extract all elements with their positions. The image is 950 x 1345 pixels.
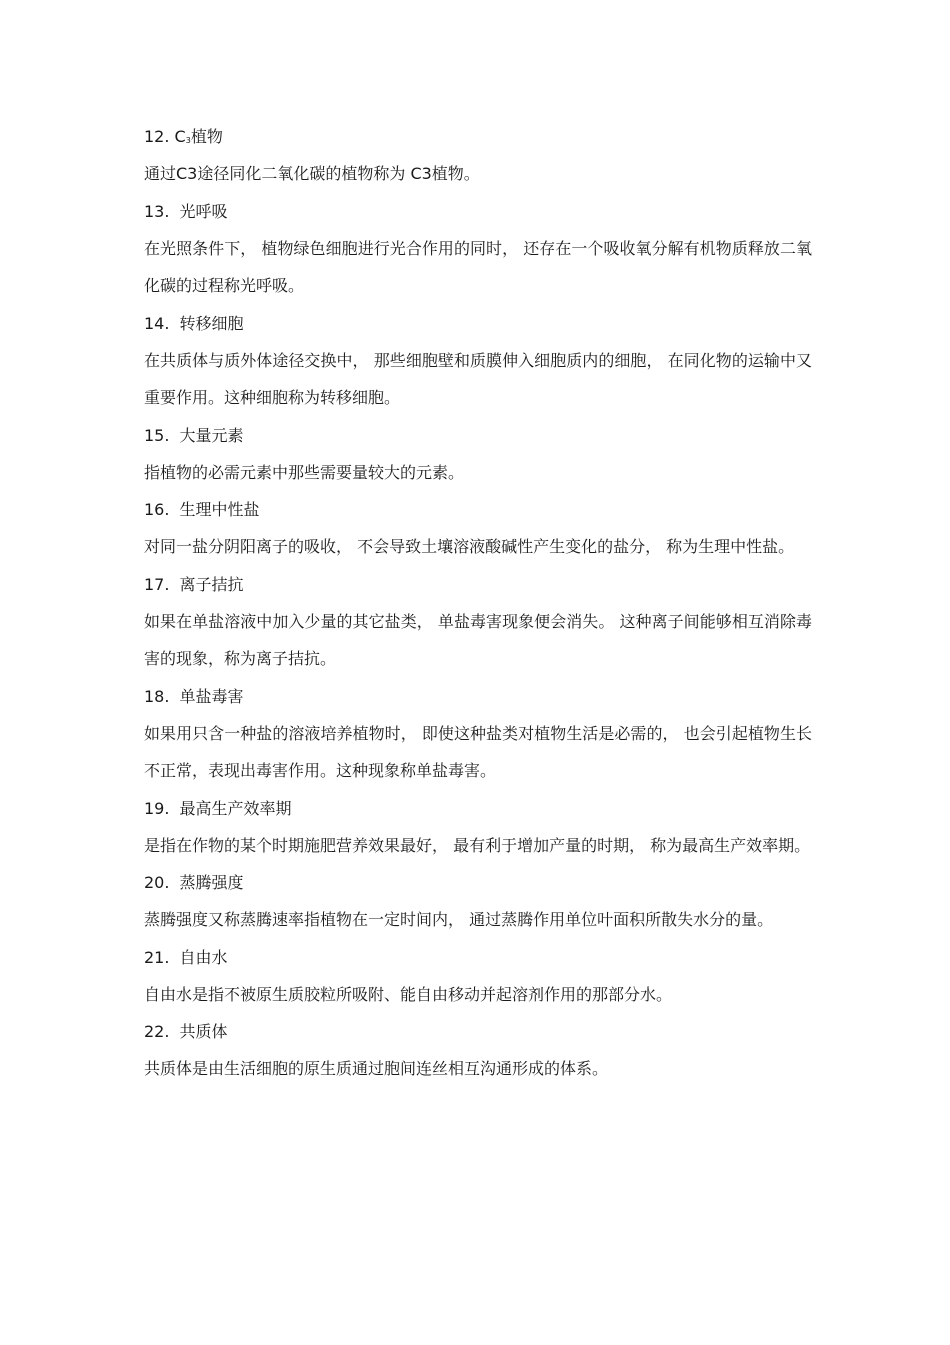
term-label: 生理中性盐 <box>179 500 260 519</box>
entry-21 <box>144 939 812 1014</box>
term-heading <box>144 193 812 230</box>
term-definition: 共质体是由生活细胞的原生质通过胞间连丝相互沟通形成的体系。 <box>144 1059 609 1078</box>
term-definition: 如果在单盐溶液中加入少量的其它盐类， 单盐毒害现象便会消失。 这种离子间能够相互消除毒害的现象，称为离子拮抗。 <box>144 611 812 668</box>
term-number: 20. <box>144 873 170 892</box>
term-label: 光呼吸 <box>179 201 228 221</box>
term-definition: 在共质体与质外体途径交换中， 那些细胞壁和质膜伸入细胞质内的细胞， 在同化物的运输中又重要作用。这种细胞称为转移细胞。 <box>144 350 812 407</box>
entry-17 <box>144 566 812 678</box>
term-definition: 在光照条件下， 植物绿色细胞进行光合作用的同时， 还存在一个吸收氧分解有机物质释放二氧化碳的过程称光呼吸。 <box>144 238 812 295</box>
entry-13 <box>144 193 812 305</box>
term-definition: 自由水是指不被原生质胶粒所吸附、能自由移动并起溶剂作用的那部分水。 <box>144 984 673 1004</box>
term-label: 自由水 <box>179 947 228 967</box>
term-definition: 通过C3途径同化二氧化碳的植物称为 C3植物。 <box>144 164 480 183</box>
entry-20 <box>144 864 812 939</box>
term-number: 16. <box>144 500 170 519</box>
term-label: 转移细胞 <box>179 313 244 333</box>
term-heading <box>144 864 812 901</box>
term-label: 单盐毒害 <box>179 686 244 706</box>
entry-12 <box>144 118 812 193</box>
term-number: 13. <box>144 201 170 221</box>
entry-18 <box>144 678 812 790</box>
term-label: 离子拮抗 <box>179 574 244 594</box>
term-number: 14. <box>144 313 170 333</box>
term-number: 12. <box>144 127 170 146</box>
term-number: 19. <box>144 798 170 818</box>
term-label: 蒸腾强度 <box>179 873 244 892</box>
term-heading <box>144 491 812 528</box>
term-number: 15. <box>144 425 170 445</box>
term-definition: 指植物的必需元素中那些需要量较大的元素。 <box>144 462 465 482</box>
term-heading <box>144 678 812 715</box>
term-definition: 对同一盐分阴阳离子的吸收， 不会导致土壤溶液酸碱性产生变化的盐分， 称为生理中性盐。 <box>144 537 795 556</box>
term-heading <box>144 790 812 827</box>
entry-14 <box>144 305 812 417</box>
term-definition: 如果用只含一种盐的溶液培养植物时， 即使这种盐类对植物生活是必需的， 也会引起植物生长不正常，表现出毒害作用。这种现象称单盐毒害。 <box>144 723 812 780</box>
term-prefix: C <box>174 127 186 146</box>
entry-19 <box>144 790 812 865</box>
term-heading <box>144 305 812 342</box>
term-label: 最高生产效率期 <box>179 798 292 818</box>
term-label: 大量元素 <box>179 425 244 445</box>
term-definition: 蒸腾强度又称蒸腾速率指植物在一定时间内， 通过蒸腾作用单位叶面积所散失水分的量。 <box>144 910 774 929</box>
term-number: 17. <box>144 574 170 594</box>
term-number: 18. <box>144 686 170 706</box>
document-page <box>144 118 812 1088</box>
term-heading <box>144 118 812 155</box>
term-number: 21. <box>144 947 170 967</box>
entry-22 <box>144 1013 812 1088</box>
term-definition: 是指在作物的某个时期施肥营养效果最好， 最有利于增加产量的时期， 称为最高生产效率期。 <box>144 835 811 855</box>
term-number: 22. <box>144 1022 170 1041</box>
term-suffix: 植物 <box>190 127 223 146</box>
term-label: 共质体 <box>179 1022 228 1041</box>
term-heading <box>144 417 812 454</box>
entry-15 <box>144 417 812 492</box>
term-subscript: 3 <box>185 136 191 145</box>
term-heading <box>144 1013 812 1050</box>
entry-16 <box>144 491 812 566</box>
term-heading <box>144 566 812 603</box>
term-heading <box>144 939 812 976</box>
